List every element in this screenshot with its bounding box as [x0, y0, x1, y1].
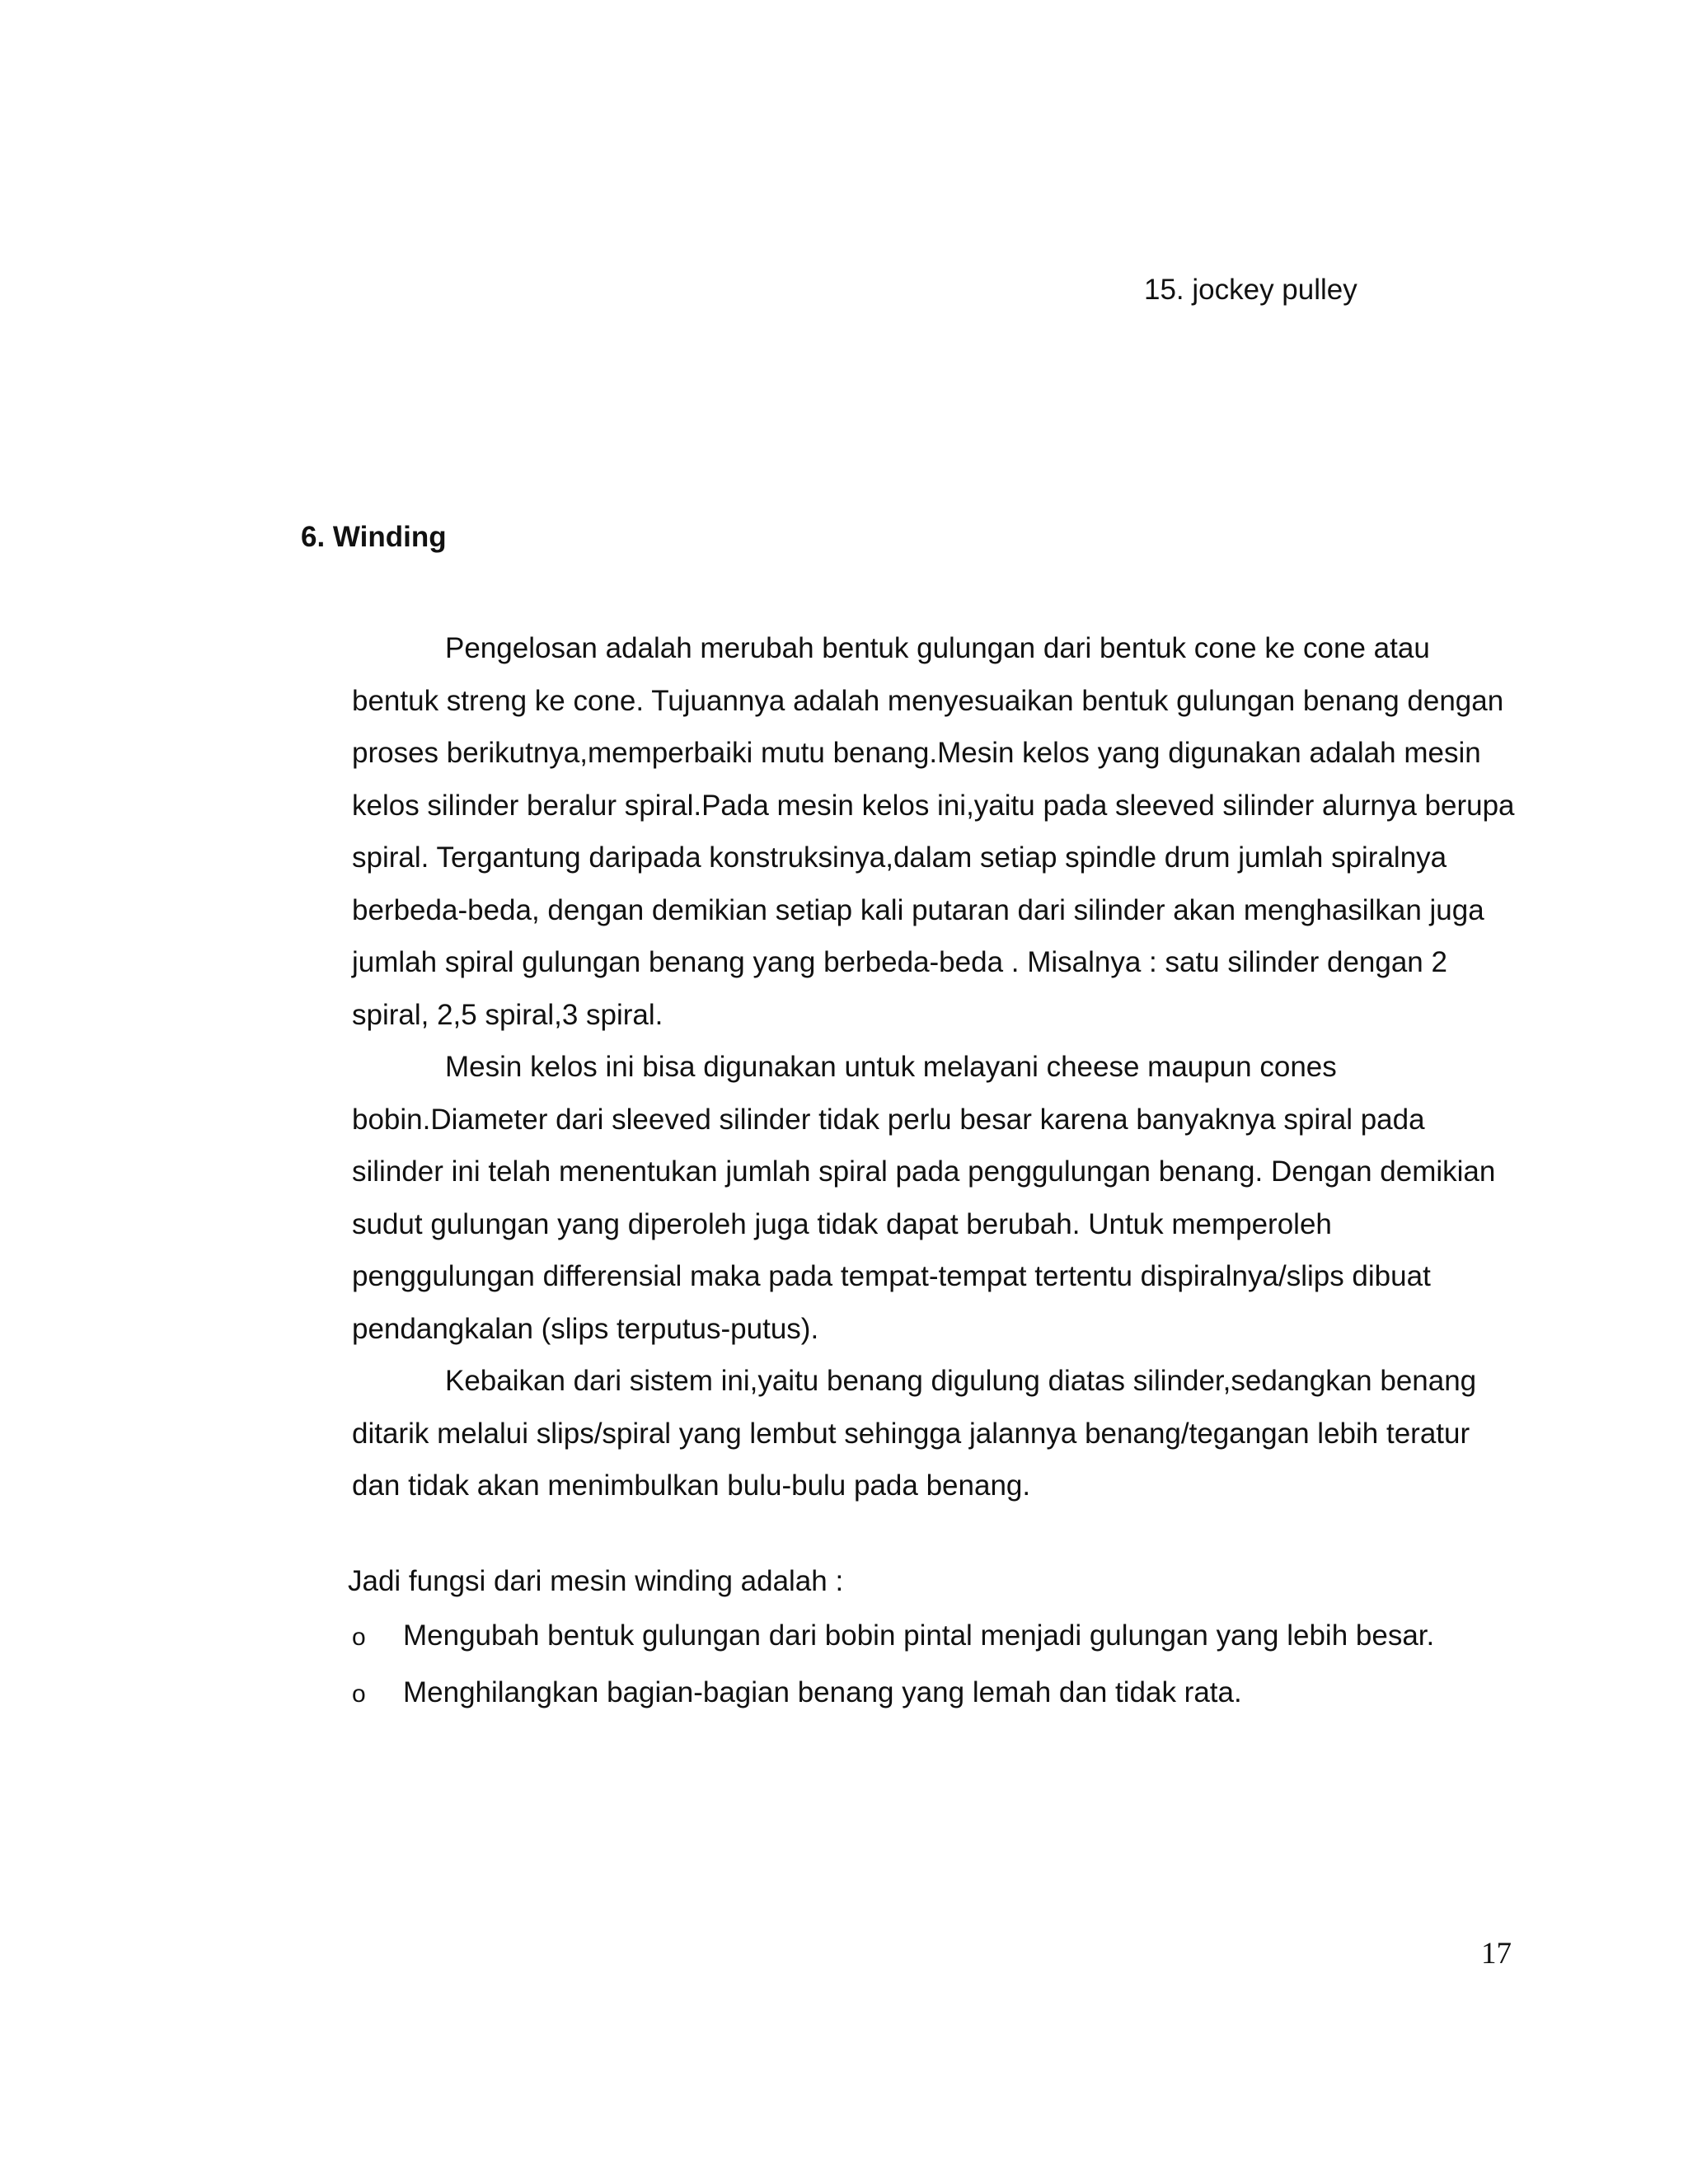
paragraph-kebaikan: Kebaikan dari sistem ini,yaitu benang digulung diatas silinder,sedangkan benang ditarik melalui slips/spiral yang lembut sehingga jalannya benang/tegangan lebih teratur dan tidak akan menimbulkan bulu-bulu pada benang.	[352, 1365, 1477, 1502]
list-item-jockey-pulley: 15. jockey pulley	[1144, 274, 1357, 306]
section-body	[352, 622, 1522, 1512]
paragraph-pengelosan: Pengelosan adalah merubah bentuk gulungan dari bentuk cone ke cone atau bentuk streng ke cone. Tujuannya adalah menyesuaikan bentuk gulungan benang dengan proses berikutnya,memperbaiki mutu benang.Mesin kelos yang digunakan adalah mesin kelos silinder beralur spiral.Pada mesin kelos ini,yaitu pada sleeved silinder alurnya berupa spiral. Tergantung daripada konstruksinya,dalam setiap spindle drum jumlah spiralnya berbeda-beda, dengan demikian setiap kali putaran dari silinder akan menghasilkan juga jumlah spiral gulungan benang yang berbeda-beda . Misalnya : satu silinder dengan 2 spiral, 2,5 spiral,3 spiral.	[352, 632, 1515, 1031]
section-heading: 6. Winding	[301, 521, 447, 553]
list-item	[352, 1618, 1547, 1675]
summary-intro: Jadi fungsi dari mesin winding adalah :	[348, 1565, 844, 1597]
paragraph-mesin-kelos: Mesin kelos ini bisa digunakan untuk melayani cheese maupun cones bobin.Diameter dari sleeved silinder tidak perlu besar karena banyaknya spiral pada silinder ini telah menentukan jumlah spiral pada penggulungan benang. Dengan demikian sudut gulungan yang diperoleh juga tidak dapat berubah. Untuk memperoleh penggulungan differensial maka pada tempat-tempat tertentu dispiralnya/slips dibuat pendangkalan (slips terputus-putus).	[352, 1051, 1496, 1345]
page-number: 17	[1481, 1937, 1512, 1971]
bullet-circle-icon: o	[352, 1680, 366, 1708]
list-item	[352, 1675, 1547, 1732]
list-item-text: Menghilangkan bagian-bagian benang yang lemah dan tidak rata.	[403, 1676, 1242, 1708]
function-list	[352, 1618, 1547, 1732]
list-item-text: Mengubah bentuk gulungan dari bobin pintal menjadi gulungan yang lebih besar.	[403, 1619, 1435, 1652]
bullet-circle-icon: o	[352, 1624, 366, 1651]
